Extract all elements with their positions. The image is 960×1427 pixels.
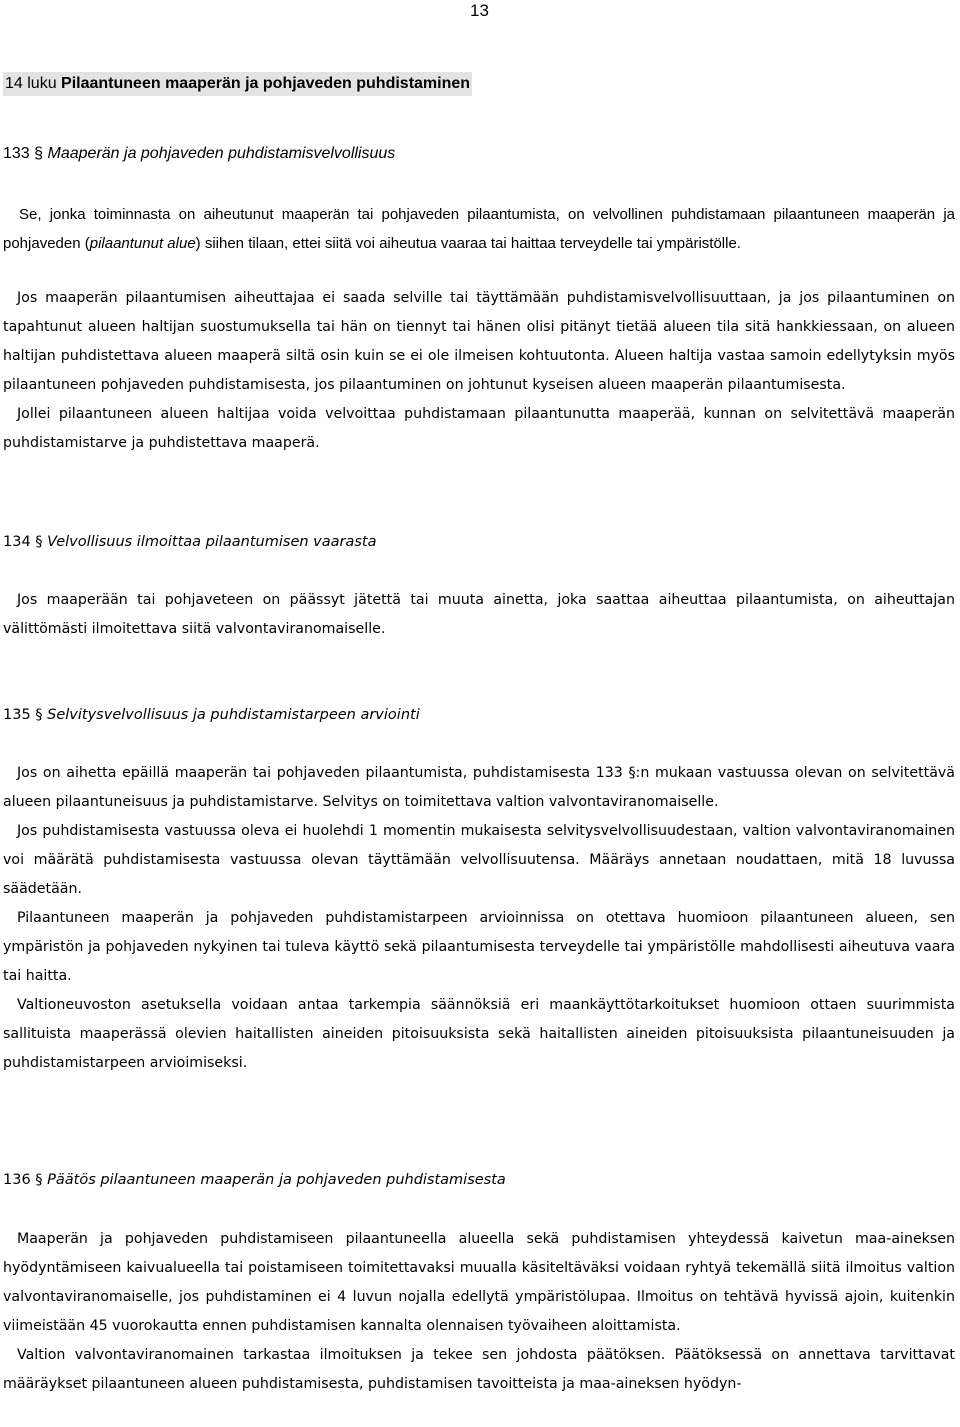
section-133-heading bbox=[3, 142, 395, 166]
chapter-heading bbox=[3, 72, 472, 96]
paragraph: Jos maaperään tai pohjaveteen on päässyt jätettä tai muuta ainetta, joka saattaa aiheuttaa pilaantumista, on aiheuttajan välittömästi ilmoitettava siitä valvontaviranomaiselle. bbox=[3, 592, 955, 637]
paragraph: Jos maaperän pilaantumisen aiheuttajaa ei saada selville tai täyttämään puhdistamisvelvollisuuttaan, ja jos pilaantuminen on tapahtunut alueen haltijan suostumuksella tai hän on tiennyt tai hänen olisi pitänyt tietää alueen tila sitä hankkiessaan, on alueen haltijan puhdistettava alueen maaperä siltä osin kuin se ei ole ilmeisen kohtuutonta. Alueen haltija vastaa samoin edellytyksin myös pilaantuneen pohjaveden puhdistamisesta, jos pilaantuminen on johtunut kyseisen alueen maaperän pilaantumisesta. bbox=[3, 290, 955, 393]
section-title: Selvitysvelvollisuus ja puhdistamistarpeen arviointi bbox=[47, 707, 420, 723]
paragraph: Se, jonka toiminnasta on aiheutunut maaperän tai pohjaveden pilaantumista, on velvollinen puhdistamaan pilaantuneen maaperän ja pohjaveden (pilaantunut alue) siihen tilaan, ettei siitä voi aiheutua vaaraa tai haittaa terveydelle tai ympäristölle. bbox=[3, 206, 955, 252]
section-mark: § bbox=[35, 1172, 43, 1188]
section-title: Päätös pilaantuneen maaperän ja pohjaveden puhdistamisesta bbox=[47, 1172, 506, 1188]
section-mark: § bbox=[35, 707, 43, 723]
chapter-title: Pilaantuneen maaperän ja pohjaveden puhdistaminen bbox=[61, 75, 471, 92]
section-mark: § bbox=[35, 534, 43, 550]
paragraph: Maaperän ja pohjaveden puhdistamiseen pilaantuneella alueella sekä puhdistamisen yhteydessä kaivetun maa-aineksen hyödyntämiseen kaivualueella tai poistamiseen toimitettavaksi muualla käsiteltäväksi voidaan ryhtyä tekemällä siitä ilmoitus valtion valvontaviranomaiselle, jos puhdistaminen ei 4 luvun nojalla edellytä ympäristölupaa. Ilmoitus on tehtävä hyvissä ajoin, kuitenkin viimeistään 45 vuorokautta ennen puhdistamisen kannalta olennaisen työvaiheen aloittamista. bbox=[3, 1231, 955, 1334]
section-number: 136 bbox=[3, 1172, 31, 1188]
section-title: Maaperän ja pohjaveden puhdistamisvelvollisuus bbox=[47, 145, 396, 162]
section-title: Velvollisuus ilmoittaa pilaantumisen vaarasta bbox=[47, 534, 377, 550]
section-134-heading bbox=[3, 530, 377, 554]
section-number: 134 bbox=[3, 534, 31, 550]
paragraph: Jollei pilaantuneen alueen haltijaa voida velvoittaa puhdistamaan pilaantunutta maaperää, kunnan on selvitettävä maaperän puhdistamistarve ja puhdistettava maaperä. bbox=[3, 406, 955, 451]
section-133-body bbox=[3, 200, 955, 258]
paragraph: Jos puhdistamisesta vastuussa oleva ei huolehdi 1 momentin mukaisesta selvitysvelvollisuudestaan, valtion valvontaviranomainen voi määrätä puhdistamisesta vastuussa olevan täyttämään velvollisuutensa. Määräys annetaan noudattaen, mitä 18 luvussa säädetään. bbox=[3, 823, 955, 897]
section-136-heading bbox=[3, 1168, 506, 1192]
section-mark: § bbox=[34, 145, 44, 162]
section-134-body bbox=[3, 586, 955, 644]
page-number: 13 bbox=[470, 1, 489, 20]
section-number: 133 bbox=[3, 145, 30, 162]
section-135-body bbox=[3, 759, 955, 1078]
chapter-number: 14 luku bbox=[5, 75, 57, 92]
section-136-body bbox=[3, 1225, 955, 1399]
section-135-heading bbox=[3, 703, 420, 727]
section-number: 135 bbox=[3, 707, 31, 723]
section-133-body-continued bbox=[3, 284, 955, 458]
paragraph: Valtioneuvoston asetuksella voidaan antaa tarkempia säännöksiä eri maankäyttötarkoitukset huomioon ottaen suurimmista sallituista maaperässä olevien haitallisten aineiden pitoisuuksista sekä haitallisten aineiden pitoisuuksista pilaantuneisuuden ja puhdistamistarpeen arvioimiseksi. bbox=[3, 997, 955, 1071]
paragraph: Valtion valvontaviranomainen tarkastaa ilmoituksen ja tekee sen johdosta päätöksen. Päätöksessä on annettava tarvittavat määräykset pilaantuneen alueen puhdistamisesta, puhdistamisen tavoitteista ja maa-aineksen hyödyn- bbox=[3, 1347, 955, 1392]
paragraph: Pilaantuneen maaperän ja pohjaveden puhdistamistarpeen arvioinnissa on otettava huomioon pilaantuneen alueen, sen ympäristön ja pohjaveden nykyinen tai tuleva käyttö sekä pilaantumisesta terveydelle tai ympäristölle mahdollisesti aiheutuva vaara tai haitta. bbox=[3, 910, 955, 984]
paragraph: Jos on aihetta epäillä maaperän tai pohjaveden pilaantumista, puhdistamisesta 133 §:n mukaan vastuussa olevan on selvitettävä alueen pilaantuneisuus ja puhdistamistarve. Selvitys on toimitettava valtion valvontaviranomaiselle. bbox=[3, 765, 955, 810]
